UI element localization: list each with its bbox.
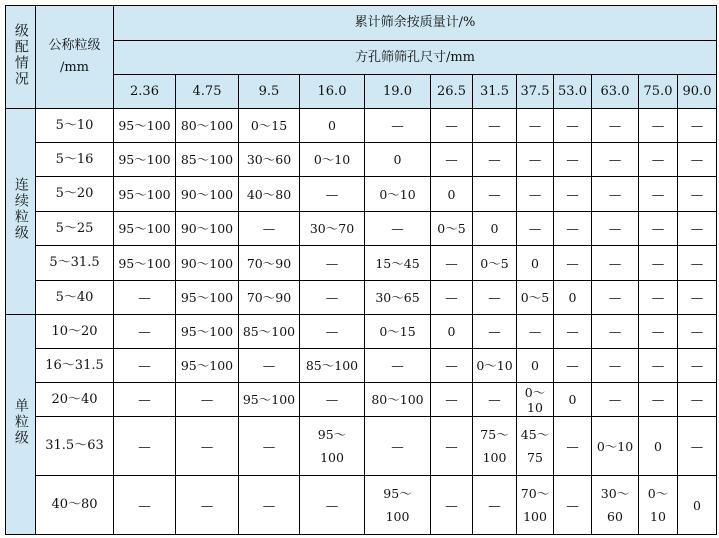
value-cell: 0: [473, 212, 517, 246]
value-cell: 15～45: [365, 246, 431, 281]
sieve-size-cell: 31.5: [473, 75, 517, 109]
value-cell: 95～ 100: [365, 476, 431, 535]
value-cell: —: [678, 281, 717, 315]
value-cell: —: [554, 349, 592, 383]
value-cell: —: [678, 349, 717, 383]
value-cell: —: [473, 281, 517, 315]
value-cell: —: [554, 246, 592, 281]
value-cell: —: [554, 417, 592, 476]
sieve-size-cell: 75.0: [639, 75, 678, 109]
value-cell: 85～100: [176, 143, 239, 177]
value-cell: —: [639, 383, 678, 417]
cumulative-header: 累计筛余按质量计/%: [114, 6, 717, 41]
value-cell: 30～ 60: [592, 476, 639, 535]
value-cell: 90～100: [176, 246, 239, 281]
value-cell: —: [239, 349, 300, 383]
value-cell: —: [114, 383, 176, 417]
value-cell: —: [239, 417, 300, 476]
value-cell: 0～10: [300, 143, 365, 177]
value-cell: 70～90: [239, 246, 300, 281]
value-cell: —: [431, 109, 473, 143]
value-cell: —: [473, 476, 517, 535]
value-cell: 0～5: [517, 281, 554, 315]
sieve-size-cell: 16.0: [300, 75, 365, 109]
value-cell: —: [639, 109, 678, 143]
value-cell: —: [639, 349, 678, 383]
size-header-line2: /mm: [59, 60, 90, 75]
value-cell: 0: [365, 143, 431, 177]
value-cell: —: [114, 476, 176, 535]
value-cell: 70～90: [239, 281, 300, 315]
size-cell: 16～31.5: [36, 349, 114, 383]
value-cell: —: [639, 177, 678, 212]
value-cell: 0～15: [239, 109, 300, 143]
value-cell: 85～100: [239, 315, 300, 349]
value-cell: —: [592, 177, 639, 212]
value-cell: —: [300, 315, 365, 349]
value-cell: —: [592, 109, 639, 143]
value-cell: —: [365, 212, 431, 246]
value-cell: —: [176, 417, 239, 476]
sieve-size-cell: 53.0: [554, 75, 592, 109]
sieve-size-cell: 63.0: [592, 75, 639, 109]
sieve-size-cell: 26.5: [431, 75, 473, 109]
value-cell: —: [431, 281, 473, 315]
value-cell: 95～100: [114, 212, 176, 246]
value-cell: —: [114, 417, 176, 476]
value-cell: 90～100: [176, 212, 239, 246]
value-cell: —: [473, 315, 517, 349]
value-cell: —: [114, 349, 176, 383]
value-cell: 75～ 100: [473, 417, 517, 476]
value-cell: 80～100: [365, 383, 431, 417]
size-cell: 5～16: [36, 143, 114, 177]
sieve-size-cell: 37.5: [517, 75, 554, 109]
value-cell: —: [592, 143, 639, 177]
value-cell: 45～ 75: [517, 417, 554, 476]
value-cell: —: [431, 143, 473, 177]
value-cell: —: [300, 281, 365, 315]
sieve-header: 方孔筛筛孔尺寸/mm: [114, 41, 717, 75]
value-cell: 0: [554, 383, 592, 417]
value-cell: —: [517, 109, 554, 143]
sieve-size-cell: 19.0: [365, 75, 431, 109]
sieve-size-cell: 90.0: [678, 75, 717, 109]
value-cell: —: [114, 281, 176, 315]
table-row: [6, 476, 717, 535]
value-cell: 95～100: [114, 143, 176, 177]
value-cell: —: [592, 383, 639, 417]
value-cell: —: [592, 315, 639, 349]
value-cell: 0: [554, 281, 592, 315]
table-row: [6, 143, 717, 177]
value-cell: 0～10: [473, 349, 517, 383]
size-cell: 5～20: [36, 177, 114, 212]
sieve-size-cell: 4.75: [176, 75, 239, 109]
value-cell: 95～ 100: [300, 417, 365, 476]
value-cell: 0～10: [517, 383, 554, 417]
value-cell: 0～5: [431, 212, 473, 246]
value-cell: —: [639, 143, 678, 177]
size-cell: 40～80: [36, 476, 114, 535]
value-cell: —: [592, 212, 639, 246]
table-body: [6, 109, 717, 535]
group-header-text: 级配情况: [12, 22, 29, 87]
value-cell: 85～100: [300, 349, 365, 383]
value-cell: —: [517, 212, 554, 246]
value-cell: 70～ 100: [517, 476, 554, 535]
value-cell: 0～15: [365, 315, 431, 349]
value-cell: 80～100: [176, 109, 239, 143]
value-cell: —: [300, 177, 365, 212]
size-cell: 10～20: [36, 315, 114, 349]
value-cell: —: [300, 246, 365, 281]
value-cell: —: [554, 109, 592, 143]
value-cell: —: [554, 212, 592, 246]
size-cell: 5～25: [36, 212, 114, 246]
value-cell: 30～65: [365, 281, 431, 315]
value-cell: —: [473, 109, 517, 143]
size-header-line1: 公称粒级: [48, 38, 101, 54]
value-cell: —: [554, 476, 592, 535]
value-cell: —: [517, 143, 554, 177]
size-cell: 5～10: [36, 109, 114, 143]
value-cell: 30～70: [300, 212, 365, 246]
value-cell: 0～ 10: [639, 476, 678, 535]
value-cell: 0～5: [473, 246, 517, 281]
value-cell: 0: [431, 315, 473, 349]
value-cell: —: [678, 177, 717, 212]
value-cell: —: [678, 212, 717, 246]
value-cell: —: [554, 143, 592, 177]
value-cell: 40～80: [239, 177, 300, 212]
value-cell: —: [176, 476, 239, 535]
value-cell: 0: [639, 417, 678, 476]
sieve-size-cell: 2.36: [114, 75, 176, 109]
value-cell: 95～100: [114, 177, 176, 212]
table-row: [6, 417, 717, 476]
value-cell: 95～100: [114, 109, 176, 143]
value-cell: —: [639, 315, 678, 349]
table-row: [6, 383, 717, 417]
value-cell: —: [678, 246, 717, 281]
value-cell: 95～100: [176, 281, 239, 315]
value-cell: 95～100: [114, 246, 176, 281]
value-cell: —: [300, 383, 365, 417]
size-header: [36, 6, 114, 109]
value-cell: —: [239, 212, 300, 246]
value-cell: —: [431, 349, 473, 383]
value-cell: 95～100: [176, 349, 239, 383]
value-cell: 95～100: [176, 315, 239, 349]
value-cell: —: [554, 315, 592, 349]
value-cell: —: [678, 383, 717, 417]
section-label: 连续粒级: [12, 177, 29, 242]
table-row: [6, 281, 717, 315]
grading-table: [5, 5, 717, 535]
value-cell: —: [639, 212, 678, 246]
value-cell: —: [592, 349, 639, 383]
table-row: [6, 109, 717, 143]
size-cell: 20～40: [36, 383, 114, 417]
value-cell: 90～100: [176, 177, 239, 212]
value-cell: —: [431, 246, 473, 281]
value-cell: —: [554, 177, 592, 212]
value-cell: —: [431, 417, 473, 476]
table-row: [6, 177, 717, 212]
table-row: [6, 315, 717, 349]
value-cell: —: [473, 177, 517, 212]
value-cell: —: [517, 315, 554, 349]
value-cell: —: [239, 476, 300, 535]
value-cell: —: [431, 383, 473, 417]
value-cell: —: [365, 349, 431, 383]
value-cell: 0: [517, 349, 554, 383]
value-cell: —: [473, 143, 517, 177]
value-cell: —: [300, 476, 365, 535]
sieve-size-cell: 9.5: [239, 75, 300, 109]
value-cell: 95～100: [239, 383, 300, 417]
table-row: [6, 349, 717, 383]
section-label-cell: [6, 109, 36, 315]
size-cell: 31.5～63: [36, 417, 114, 476]
value-cell: —: [365, 417, 431, 476]
value-cell: —: [114, 315, 176, 349]
value-cell: —: [678, 315, 717, 349]
table-row: [6, 212, 717, 246]
value-cell: —: [678, 417, 717, 476]
value-cell: —: [517, 177, 554, 212]
size-cell: 5～31.5: [36, 246, 114, 281]
value-cell: 0: [431, 177, 473, 212]
section-label-cell: [6, 315, 36, 535]
value-cell: 0～10: [365, 177, 431, 212]
value-cell: 30～60: [239, 143, 300, 177]
value-cell: —: [639, 246, 678, 281]
value-cell: 0～10: [592, 417, 639, 476]
value-cell: 0: [678, 476, 717, 535]
table-row: [6, 246, 717, 281]
value-cell: —: [678, 109, 717, 143]
value-cell: —: [592, 281, 639, 315]
value-cell: 0: [300, 109, 365, 143]
value-cell: —: [431, 476, 473, 535]
value-cell: —: [176, 383, 239, 417]
group-header: [6, 6, 36, 109]
value-cell: —: [592, 246, 639, 281]
value-cell: 0: [517, 246, 554, 281]
value-cell: —: [473, 383, 517, 417]
value-cell: —: [639, 281, 678, 315]
size-cell: 5～40: [36, 281, 114, 315]
section-label: 单粒级: [12, 398, 29, 447]
value-cell: —: [678, 143, 717, 177]
value-cell: —: [365, 109, 431, 143]
